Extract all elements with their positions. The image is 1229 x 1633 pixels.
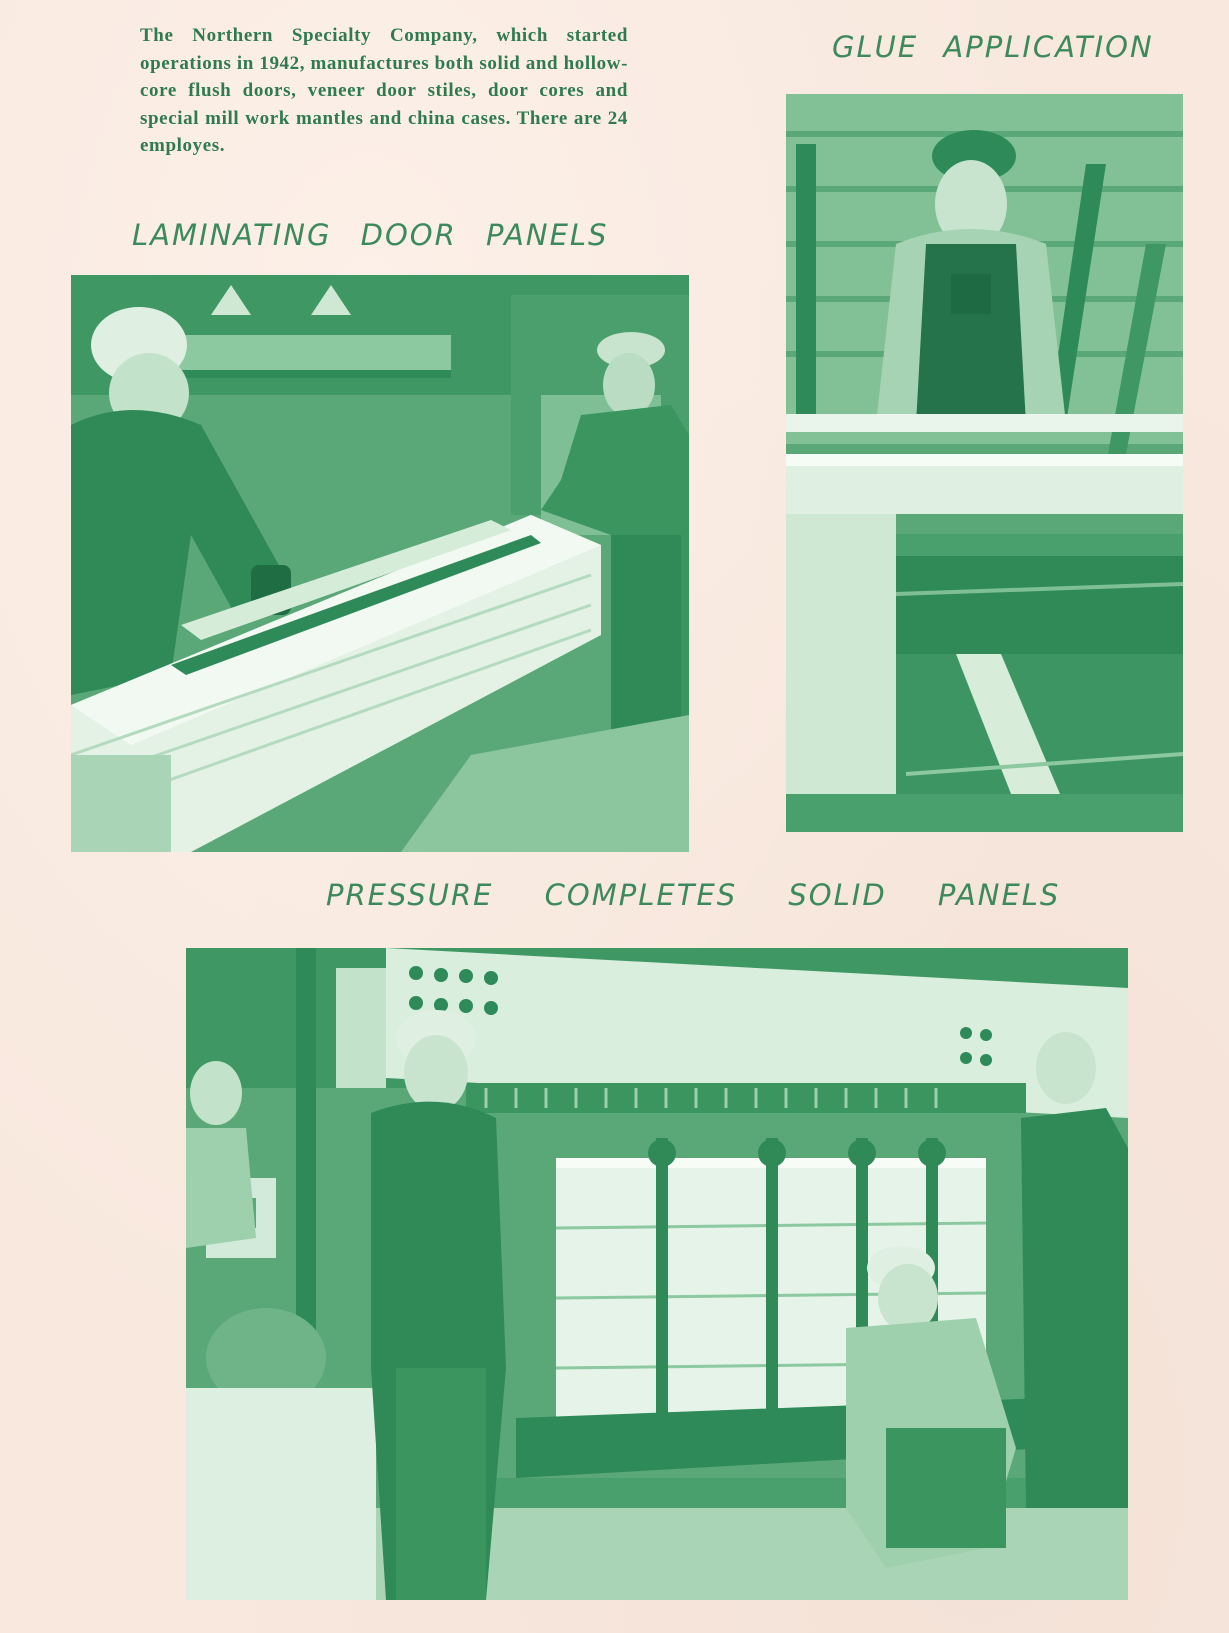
photo-glue-image (786, 94, 1183, 832)
caption-glue-application: GLUE APPLICATION (832, 30, 1154, 64)
caption-laminating-door-panels: LAMINATING DOOR PANELS (132, 218, 609, 252)
photo-glue-application (786, 94, 1183, 832)
photo-pressure-image (186, 948, 1128, 1600)
caption-pressure-completes-solid-panels: PRESSURE COMPLETES SOLID PANELS (326, 878, 1061, 912)
photo-laminating-image (71, 275, 689, 852)
intro-paragraph: The Northern Specialty Company, which started operations in 1942, manufactures both solid and hollow-core flush doors, veneer door stiles, door cores and special mill work mantles and china cases. There are 24 employes. (140, 25, 628, 156)
photo-pressure-completes-solid-panels (186, 948, 1128, 1600)
photo-laminating-door-panels (71, 275, 689, 852)
